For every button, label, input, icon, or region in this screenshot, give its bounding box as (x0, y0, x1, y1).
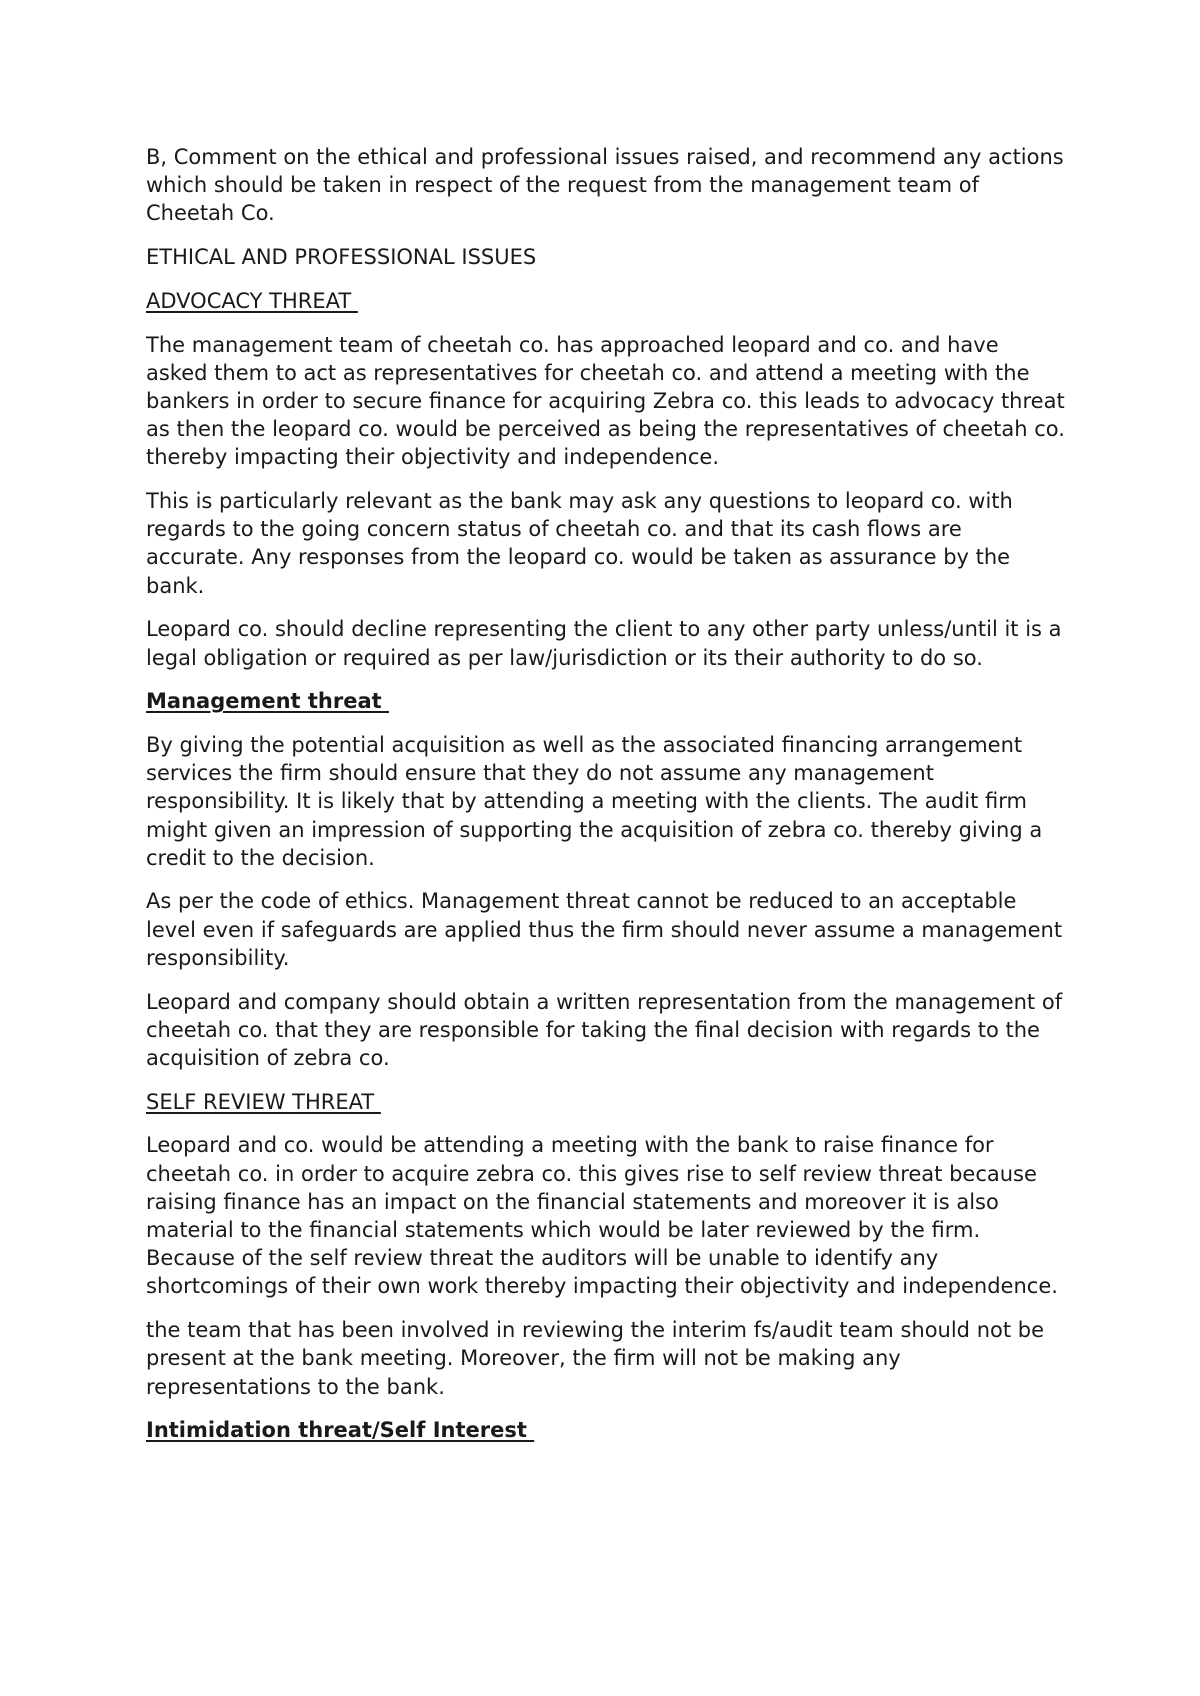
section-heading-intimidation (146, 1416, 1066, 1444)
advocacy-heading-text: ADVOCACY THREAT (146, 288, 358, 313)
advocacy-paragraph-2: This is particularly relevant as the bank may ask any questions to leopard co. with regards to the going concern status of cheetah co. and that its cash flows are accurate. Any responses from the leopard co. would be taken as assurance by the bank. (146, 489, 1013, 598)
self-review-paragraph-1: Leopard and co. would be attending a meeting with the bank to raise finance for cheetah co. in order to acquire zebra co. this gives rise to self review threat because raising finance has an impact on the financial statements and moreover it is also material to the financial statements which would be later reviewed by the firm. Because of the self review threat the auditors will be unable to identify any shortcomings of their own work thereby impacting their objectivity and independence. (146, 1133, 1058, 1299)
management-heading-text: Management threat (146, 689, 389, 714)
section-heading-management (146, 687, 1066, 715)
section-heading-advocacy (146, 287, 1066, 315)
question-text: B, Comment on the ethical and professional issues raised, and recommend any actions which should be taken in respect of the request from the management team of Cheetah Co. (146, 145, 1064, 226)
advocacy-paragraph-1: The management team of cheetah co. has approached leopard and co. and have asked them to act as representatives for cheetah co. and attend a meeting with the bankers in order to secure finance for acquiring Zebra co. this leads to advocacy threat as then the leopard co. would be perceived as being the representatives of cheetah co. thereby impacting their objectivity and independence. (146, 332, 1065, 470)
section-heading-self-review (146, 1088, 1066, 1116)
management-paragraph-1: By giving the potential acquisition as well as the associated financing arrangement services the firm should ensure that they do not assume any management responsibility. It is likely that by attending a meeting with the clients. The audit firm might given an impression of supporting the acquisition of zebra co. thereby giving a credit to the decision. (146, 732, 1043, 870)
self-review-paragraph-2: the team that has been involved in reviewing the interim fs/audit team should not be present at the bank meeting. Moreover, the firm will not be making any representations to the bank. (146, 1318, 1045, 1399)
self-review-heading-text: SELF REVIEW THREAT (146, 1089, 381, 1114)
management-paragraph-2: As per the code of ethics. Management threat cannot be reduced to an acceptable level even if safeguards are applied thus the firm should never assume a management responsibility. (146, 889, 1063, 970)
main-heading: ETHICAL AND PROFESSIONAL ISSUES (146, 245, 537, 270)
management-paragraph-3: Leopard and company should obtain a written representation from the management of cheetah co. that they are responsible for taking the final decision with regards to the acquisition of zebra co. (146, 989, 1063, 1070)
document-body (146, 143, 1066, 1460)
advocacy-paragraph-3: Leopard co. should decline representing the client to any other party unless/until it is a legal obligation or required as per law/jurisdiction or its their authority to do so. (146, 617, 1062, 670)
intimidation-heading-text: Intimidation threat/Self Interest (146, 1418, 535, 1443)
